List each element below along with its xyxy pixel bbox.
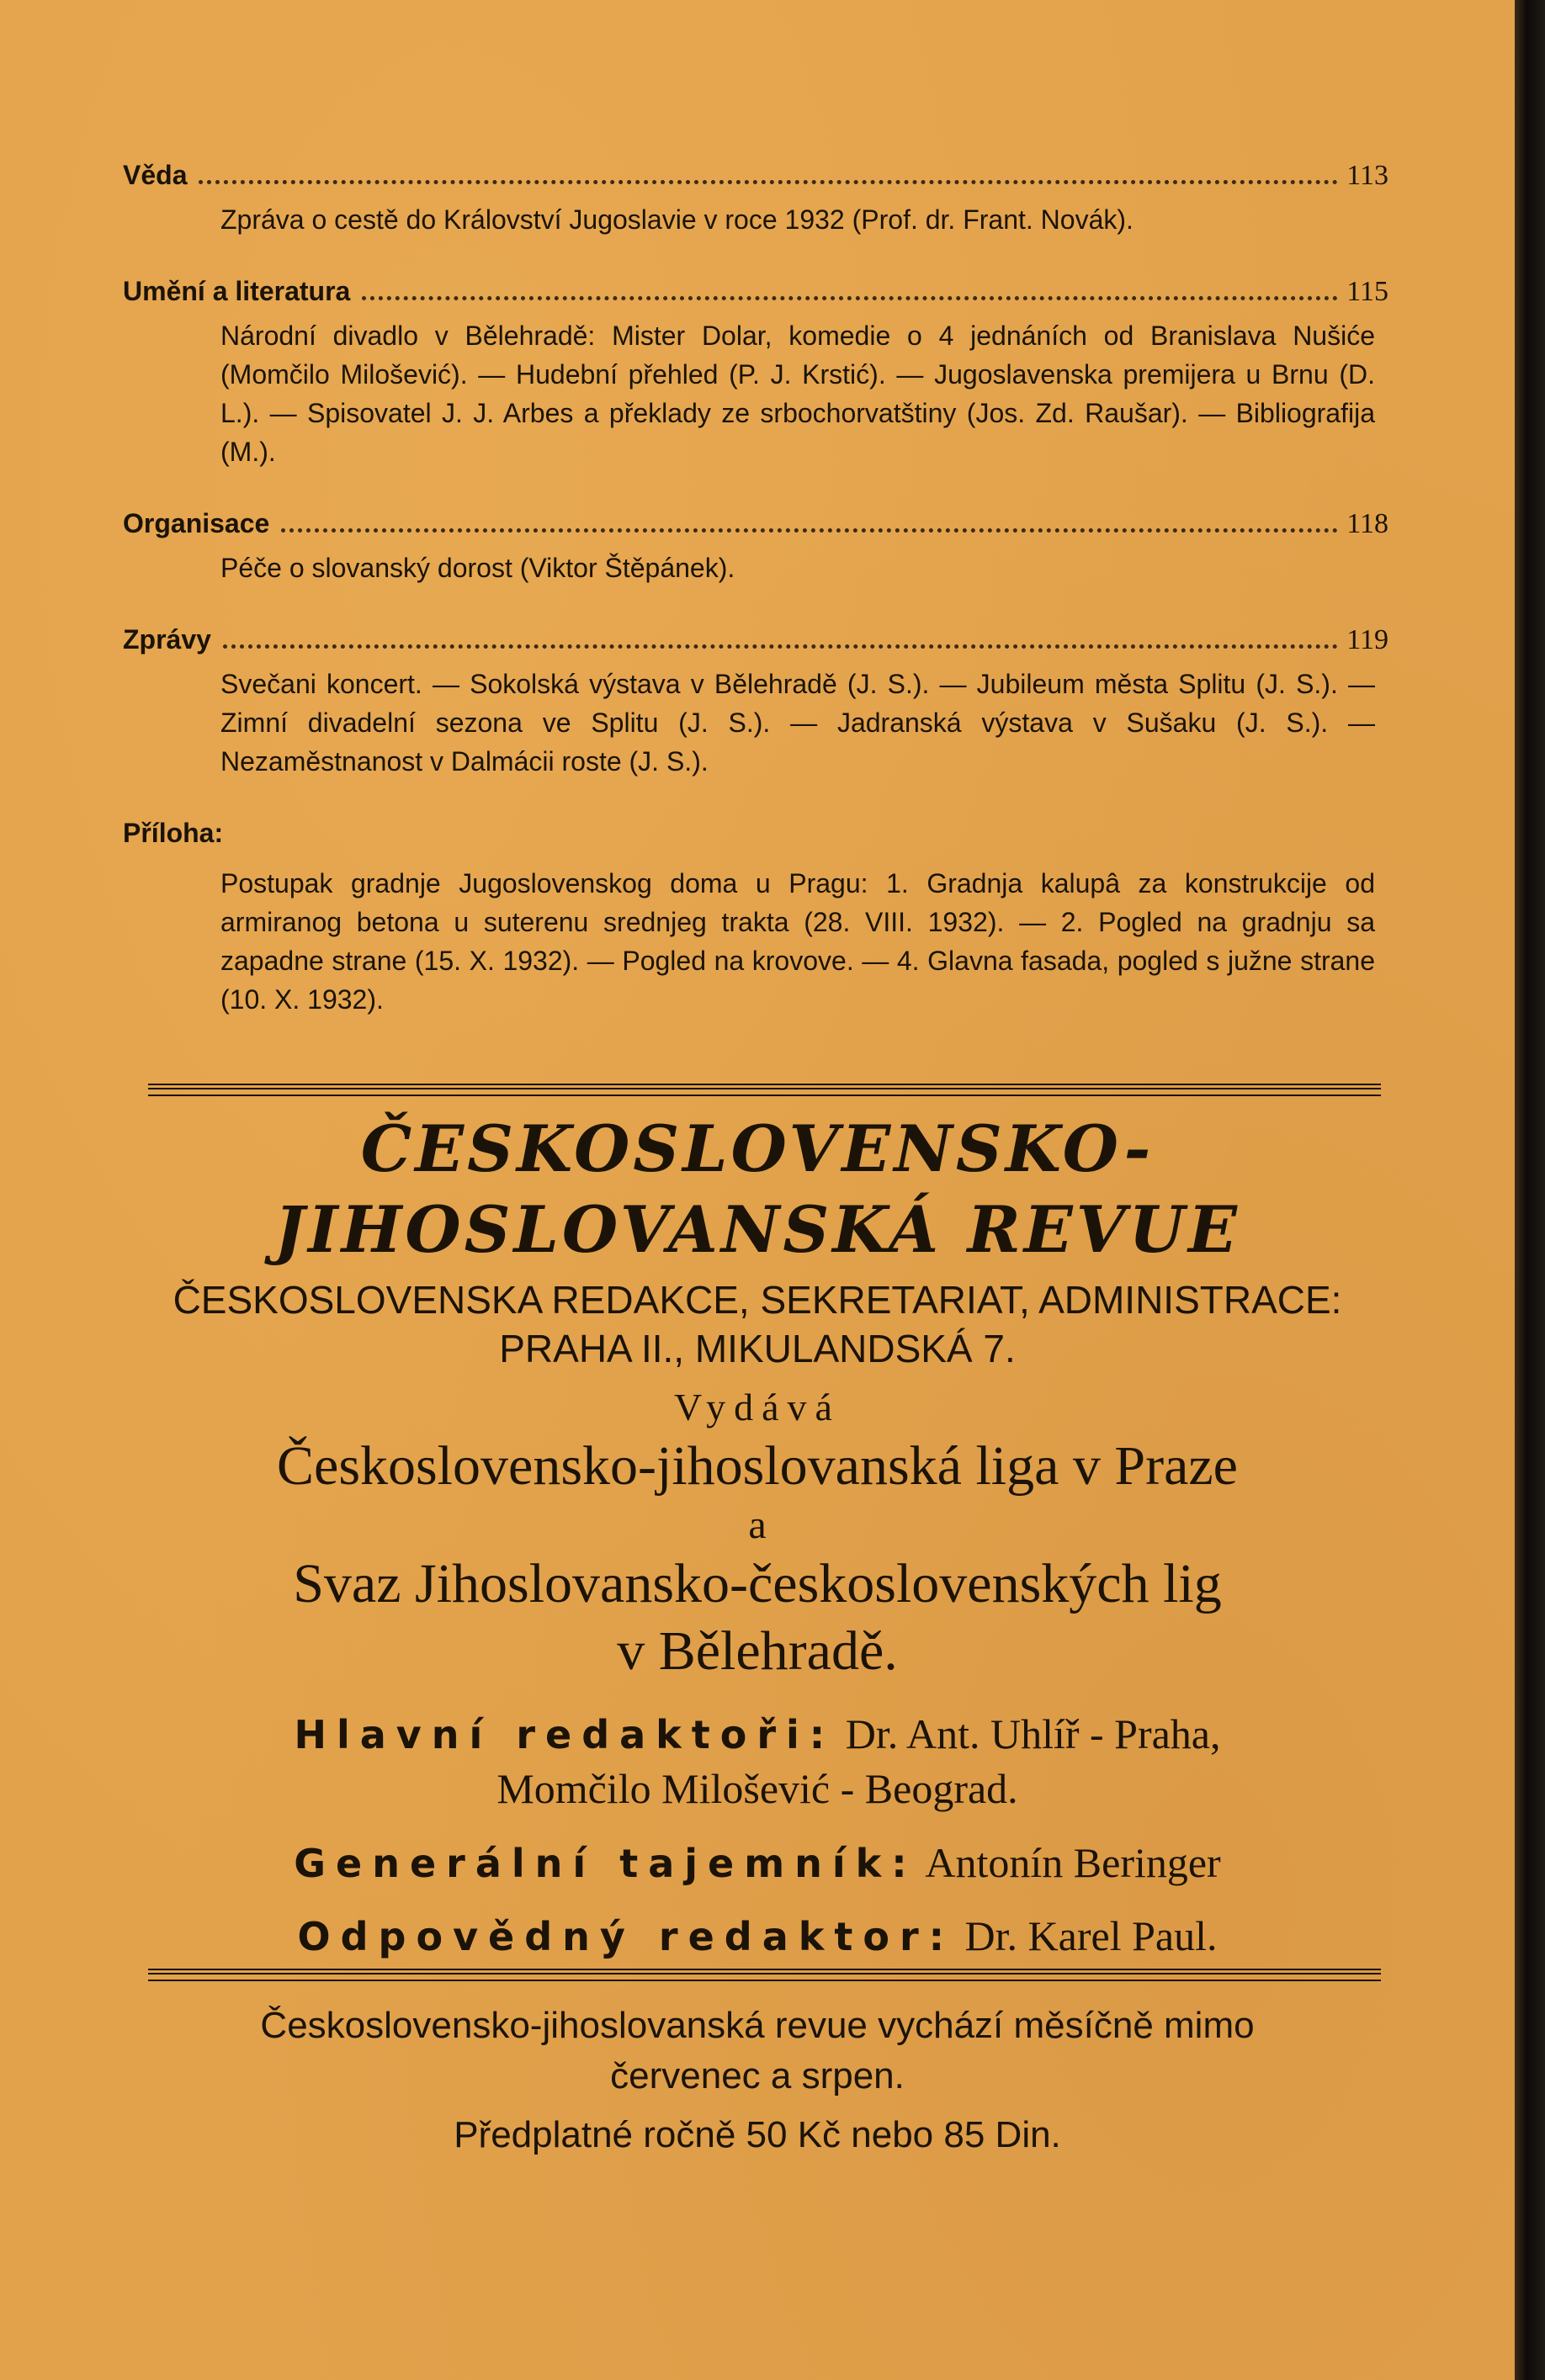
bottom-double-rule (148, 1969, 1381, 1981)
toc-section (123, 160, 1388, 239)
chief-editors-label: Hlavní redaktoři: (294, 1712, 836, 1757)
publishes-label: Vydává (674, 1386, 841, 1429)
secretary-label: Generální tajemník: (294, 1841, 917, 1886)
top-double-rule (148, 1084, 1381, 1096)
publisher-2-line1: Svaz Jihoslovansko-československých lig (293, 1553, 1222, 1614)
toc-section-title: Organisace (123, 508, 270, 538)
footer-line1: Československo-jihoslovanská revue vychází měsíčně mimo (260, 2005, 1255, 2046)
address-line1: ČESKOSLOVENSKA REDAKCE, SEKRETARIAT, ADMINISTRACE: (173, 1278, 1342, 1322)
publisher-1: Československo-jihoslovanská liga v Praze (277, 1435, 1238, 1497)
toc-page-number: 115 (1346, 276, 1388, 307)
toc-section (123, 508, 1388, 587)
toc-section-body: Zpráva o cestě do Království Jugoslavie v roce 1932 (Prof. dr. Frant. Novák). (220, 204, 1134, 235)
publisher-2-line2: v Bělehradě. (617, 1620, 898, 1682)
toc-page-number: 113 (1346, 160, 1388, 191)
annex-body: Postupak gradnje Jugoslovenskog doma u Pragu: 1. Gradnja kalupâ za konstrukcije od armiranog betona u suterenu srednjeg trakta (28. VIII. 1932). — 2. Pogled na gradnju sa zapadne strane (15. X. 1932). — Pogled na krovove. — 4. Glavna fasada, pogled s južne strane (10. X. 1932). (220, 868, 1375, 1015)
journal-title-line2: JIHOSLOVANSKÁ REVUE (274, 1192, 1240, 1267)
toc-section-body: Péče o slovanský dorost (Viktor Štěpánek). (220, 553, 735, 583)
toc-section-body: Národní divadlo v Bělehradě: Mister Dolar, komedie o 4 jednáních od Branislava Nušiće (Momčilo Milošević). — Hudební přehled (P. J. Krstić). — Jugoslavenska premijera u Brnu (D. L.). — Spisovatel J. J. Arbes a překlady ze srbochorvatštiny (Jos. Zd. Raušar). — Bibliografija (M.). (220, 321, 1375, 467)
responsible-editor-value: Dr. Karel Paul. (964, 1912, 1218, 1959)
secretary-line (0, 1836, 1515, 1890)
toc-leader-dots (223, 644, 1338, 649)
table-of-contents (123, 160, 1388, 1019)
responsible-editor-label: Odpovědný redaktor: (297, 1914, 955, 1959)
toc-page-number: 118 (1346, 508, 1388, 539)
toc-heading (123, 508, 1388, 540)
secretary-value: Antonín Beringer (925, 1839, 1221, 1886)
journal-title-line1: ČESKOSLOVENSKO- (360, 1111, 1155, 1186)
footer-line2: červenec a srpen. (610, 2055, 905, 2096)
chief-editor-2: Momčilo Milošević - Beograd. (496, 1765, 1018, 1812)
chief-editors-line (0, 1707, 1515, 1762)
toc-section-title: Zprávy (123, 624, 211, 655)
book-spine-edge (1515, 0, 1545, 2380)
toc-section-title: Věda (123, 160, 188, 190)
annex-title: Příloha: (123, 818, 224, 848)
responsible-editor-line (0, 1909, 1515, 1964)
conjunction: a (748, 1503, 767, 1547)
toc-page-number: 119 (1346, 624, 1388, 655)
toc-section (123, 624, 1388, 781)
footer-subscription: Předplatné ročně 50 Kč nebo 85 Din. (454, 2114, 1061, 2155)
toc-leader-dots (362, 296, 1338, 300)
address-line2: PRAHA II., MIKULANDSKÁ 7. (499, 1327, 1016, 1370)
chief-editors-value: Dr. Ant. Uhlíř - Praha, (845, 1710, 1221, 1757)
toc-heading (123, 624, 1388, 656)
toc-section (123, 276, 1388, 471)
footer-notice (0, 2001, 1515, 2160)
masthead (0, 1109, 1515, 1964)
toc-leader-dots (281, 528, 1338, 533)
toc-heading (123, 160, 1388, 192)
toc-section-body: Svečani koncert. — Sokolská výstava v Bělehradě (J. S.). — Jubileum města Splitu (J. S.). — Zimní divadelní sezona ve Splitu (J. S.). — Jadranská výstava v Sušaku (J. S.). — Nezaměstnanost v Dalmácii roste (J. S.). (220, 669, 1375, 777)
toc-section-title: Umění a literatura (123, 276, 351, 306)
toc-heading (123, 276, 1388, 308)
toc-leader-dots (199, 180, 1338, 184)
